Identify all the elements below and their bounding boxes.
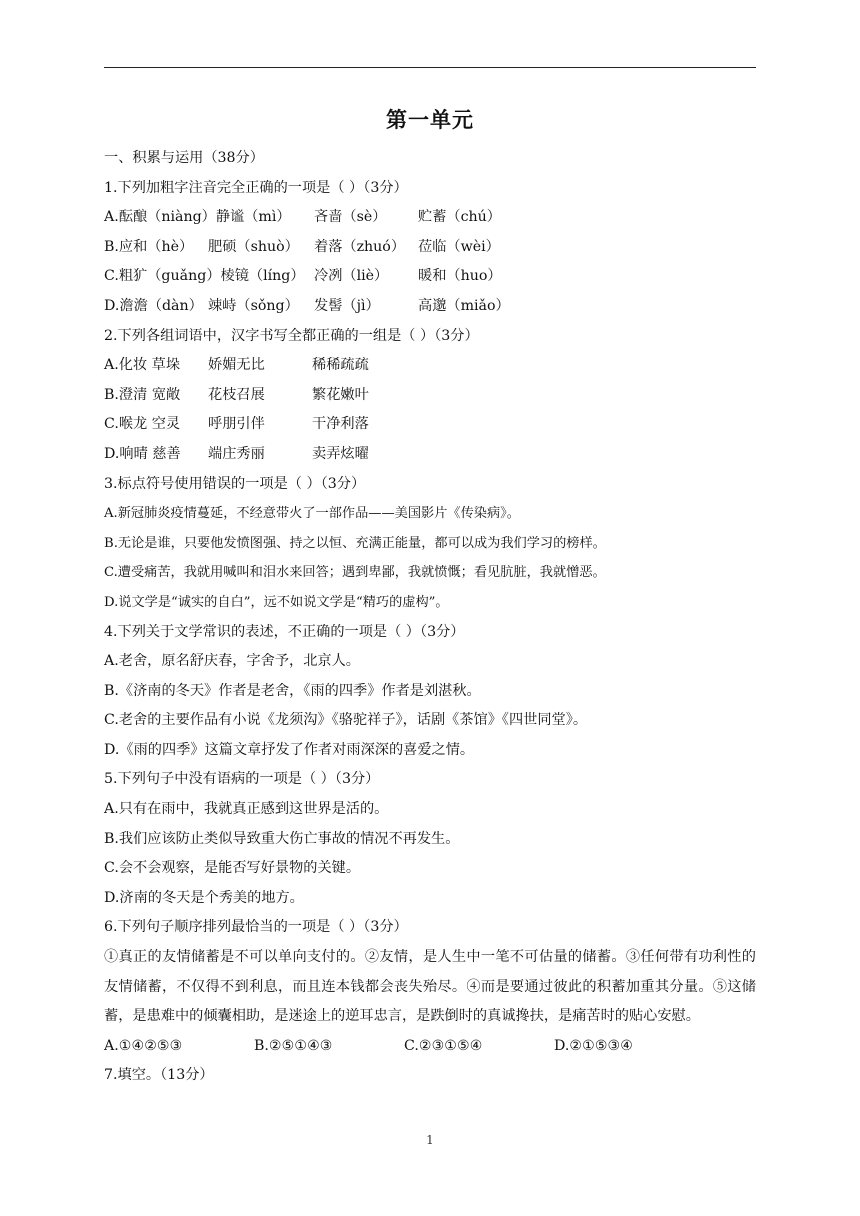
option-part: 莅临（wèi）: [418, 238, 500, 255]
option-part: 端庄秀丽: [208, 445, 265, 462]
question-6-options: [104, 1032, 756, 1062]
option-part: A.酝酿（niàng）静谧（mì）: [104, 209, 291, 226]
question-2-option-b: [104, 381, 756, 411]
page-number: 1: [426, 1133, 434, 1147]
option-part: B.澄清 宽敞: [104, 386, 181, 403]
question-5-option-a: A.只有在雨中，我就真正感到这世界是活的。: [104, 801, 389, 818]
question-3-option-b: B.无论是谁，只要他发愤图强、持之以恒、充满正能量，都可以成为我们学习的榜样。: [104, 535, 606, 551]
option-part: B.应和（hè）: [104, 238, 194, 255]
option-part: 高邈（miǎo）: [418, 297, 510, 314]
question-1-option-d: [104, 292, 756, 322]
page-title: 第一单元: [386, 107, 474, 132]
option-part: C.②③①⑤④: [404, 1037, 483, 1054]
option-part: 肥硕（shuò）: [208, 238, 299, 255]
question-4-option-d: D.《雨的四季》这篇文章抒发了作者对雨深深的喜爱之情。: [104, 741, 475, 758]
question-2-option-d: [104, 440, 756, 470]
question-6-stem: 6.下列句子顺序排列最恰当的一项是（ ）（3分）: [104, 919, 408, 936]
question-5-option-d: D.济南的冬天是个秀美的地方。: [104, 889, 304, 906]
option-part: D.响晴 慈善: [104, 445, 181, 462]
option-part: 繁花嫩叶: [312, 386, 369, 403]
question-7-stem: 7.填空。（13分）: [104, 1067, 214, 1084]
option-part: 竦峙（sǒng）: [208, 297, 299, 314]
question-3-option-d: D.说文学是“诚实的自白”，远不如说文学是“精巧的虚构”。: [104, 594, 449, 610]
question-3-option-a: A.新冠肺炎疫情蔓延，不经意带火了一部作品——美国影片《传染病》。: [104, 506, 520, 522]
question-5-option-c: C.会不会观察，是能否写好景物的关键。: [104, 860, 361, 877]
option-part: 吝啬（sè）: [314, 209, 387, 226]
question-1-option-c: [104, 262, 756, 292]
option-part: 卖弄炫曜: [312, 445, 369, 462]
header-rule: [104, 67, 756, 68]
option-part: 暖和（huo）: [418, 268, 502, 285]
question-2-stem: 2.下列各组词语中，汉字书写全都正确的一组是（ ）（3分）: [104, 327, 479, 344]
question-4-option-b: B.《济南的冬天》作者是老舍，《雨的四季》作者是刘湛秋。: [104, 682, 481, 699]
option-part: 干净利落: [312, 416, 369, 433]
question-2-option-a: [104, 351, 756, 381]
option-part: D.澹澹（dàn）: [104, 297, 203, 314]
option-part: 着落（zhuó）: [314, 238, 406, 255]
option-part: C.粗犷（guǎng）棱镜（líng）: [104, 268, 305, 285]
section-heading: 一、积累与运用（38分）: [104, 150, 264, 166]
option-part: A.①④②⑤③: [104, 1037, 183, 1054]
question-4-option-a: A.老舍，原名舒庆春，字舍予，北京人。: [104, 653, 360, 670]
question-1-option-a: [104, 203, 756, 233]
question-5-option-b: B.我们应该防止类似导致重大伤亡事故的情况不再发生。: [104, 830, 460, 847]
option-part: 稀稀疏疏: [312, 357, 369, 374]
option-part: 贮蓄（chú）: [418, 209, 501, 226]
option-part: 呼朋引伴: [208, 416, 265, 433]
question-4-stem: 4.下列关于文学常识的表述，不正确的一项是（ ）（3分）: [104, 623, 465, 640]
option-part: 花枝召展: [208, 386, 265, 403]
option-part: 冷冽（liè）: [314, 268, 389, 285]
question-3-stem: 3.标点符号使用错误的一项是（ ）（3分）: [104, 475, 366, 492]
option-part: 娇媚无比: [208, 357, 265, 374]
option-part: 发髻（jì）: [314, 297, 380, 314]
question-2-option-c: [104, 410, 756, 440]
exam-content: [104, 144, 756, 1091]
question-6-passage: ①真正的友情储蓄是不可以单向支付的。②友情，是人生中一笔不可估量的储蓄。③任何带有功利性的友情储蓄，不仅得不到利息，而且连本钱都会丧失殆尽。④而是要通过彼此的积蓄加重其分量。⑤这储蓄，是患难中的倾囊相助，是迷途上的逆耳忠言，是跌倒时的真诚搀扶，是痛苦时的贴心安慰。: [104, 949, 756, 1025]
question-5-stem: 5.下列句子中没有语病的一项是（ ）（3分）: [104, 771, 380, 788]
question-3-option-c: C.遭受痛苦，我就用喊叫和泪水来回答；遇到卑鄙，我就愤慨；看见肮脏，我就憎恶。: [104, 565, 606, 581]
question-1-option-b: [104, 233, 756, 263]
option-part: C.喉龙 空灵: [104, 416, 181, 433]
question-1-stem: 1.下列加粗字注音完全正确的一项是（ ）（3分）: [104, 179, 408, 196]
question-4-option-c: C.老舍的主要作品有小说《龙须沟》《骆驼祥子》，话剧《茶馆》《四世同堂》。: [104, 712, 588, 729]
option-part: B.②⑤①④③: [254, 1037, 333, 1054]
option-part: D.②①⑤③④: [554, 1037, 633, 1054]
option-part: A.化妆 草垛: [104, 357, 181, 374]
